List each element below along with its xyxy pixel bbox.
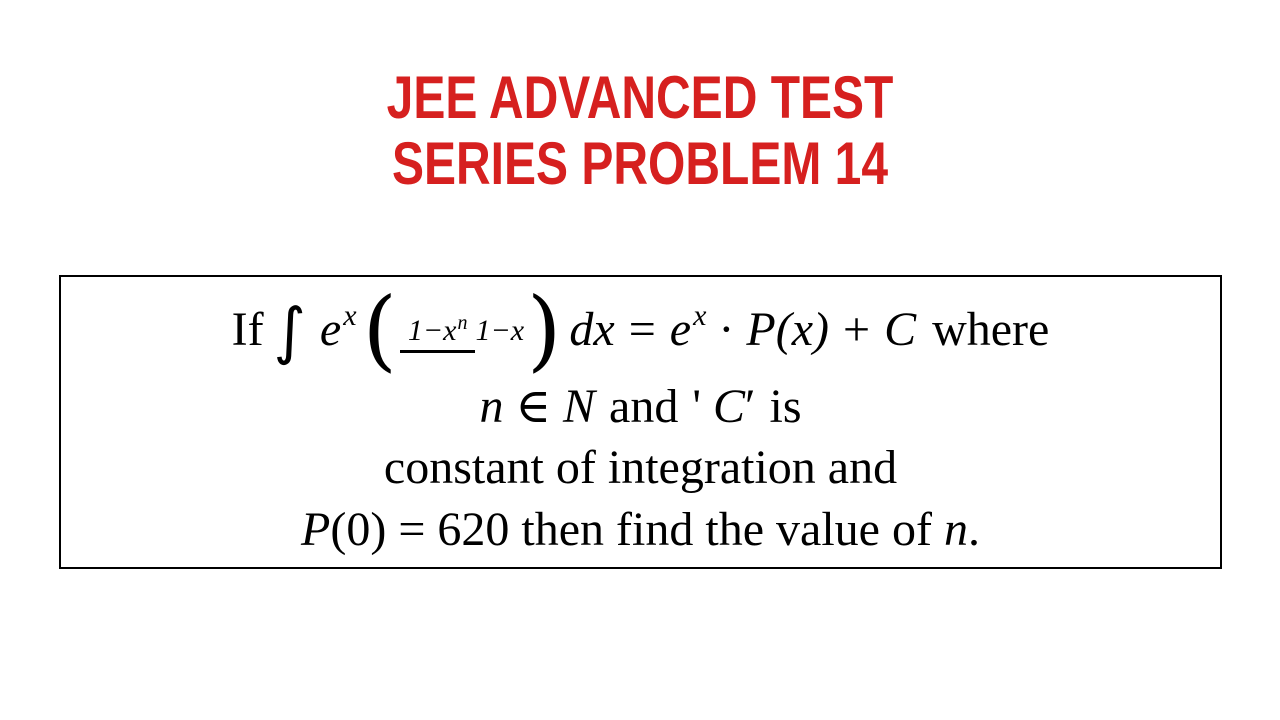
dx-term: dx [569,303,615,356]
dot-operator: · [718,303,735,356]
open-quote: ' [692,380,701,433]
p-of-x: P(x) [746,303,829,356]
var-n-2: n [943,503,968,556]
e-exponent-2: x [693,299,707,332]
fraction-numerator [400,314,476,353]
fraction-denominator: 1−x [475,314,525,348]
math-row-1 [231,277,1050,381]
title-line-2: SERIES PROBLEM 14 [391,130,889,197]
problem-box [59,275,1222,569]
math-row-2 [479,380,802,433]
find-value-text: (0) = 620 then find the value of [330,503,944,556]
numerator-base: 1−x [407,314,457,348]
numerator-exponent: n [457,312,468,335]
math-row-4 [301,503,980,556]
left-paren: ( [362,277,397,381]
word-if: If [231,303,264,356]
problem-line-3 [61,437,1220,499]
e-base-2: e [669,303,692,356]
problem-line-2 [61,377,1220,437]
p-function: P [301,503,331,556]
prime-mark: ′ [745,380,756,433]
fraction [400,312,525,348]
word-and: and [609,380,679,433]
period: . [967,503,980,556]
element-of-icon: ∈ [515,380,551,433]
e-exponent: x [343,299,357,332]
e-base: e [319,303,342,356]
constant-of-integration-text: constant of integration and [383,441,898,494]
slide-title [0,65,1280,197]
constant-c-2: C [712,380,745,433]
problem-line-4 [61,499,1220,561]
plus-sign: + [842,303,871,356]
var-n: n [479,380,504,433]
integral-icon: ∫ [273,293,306,367]
math-row-3 [383,441,898,494]
set-n: N [563,380,596,433]
word-where: where [932,303,1050,356]
equals-sign: = [628,303,656,356]
word-is: is [769,380,802,433]
title-line-1: JEE ADVANCED TEST [386,64,894,131]
problem-line-1 [61,277,1220,381]
right-paren: ) [527,277,562,381]
constant-c: C [884,303,917,356]
